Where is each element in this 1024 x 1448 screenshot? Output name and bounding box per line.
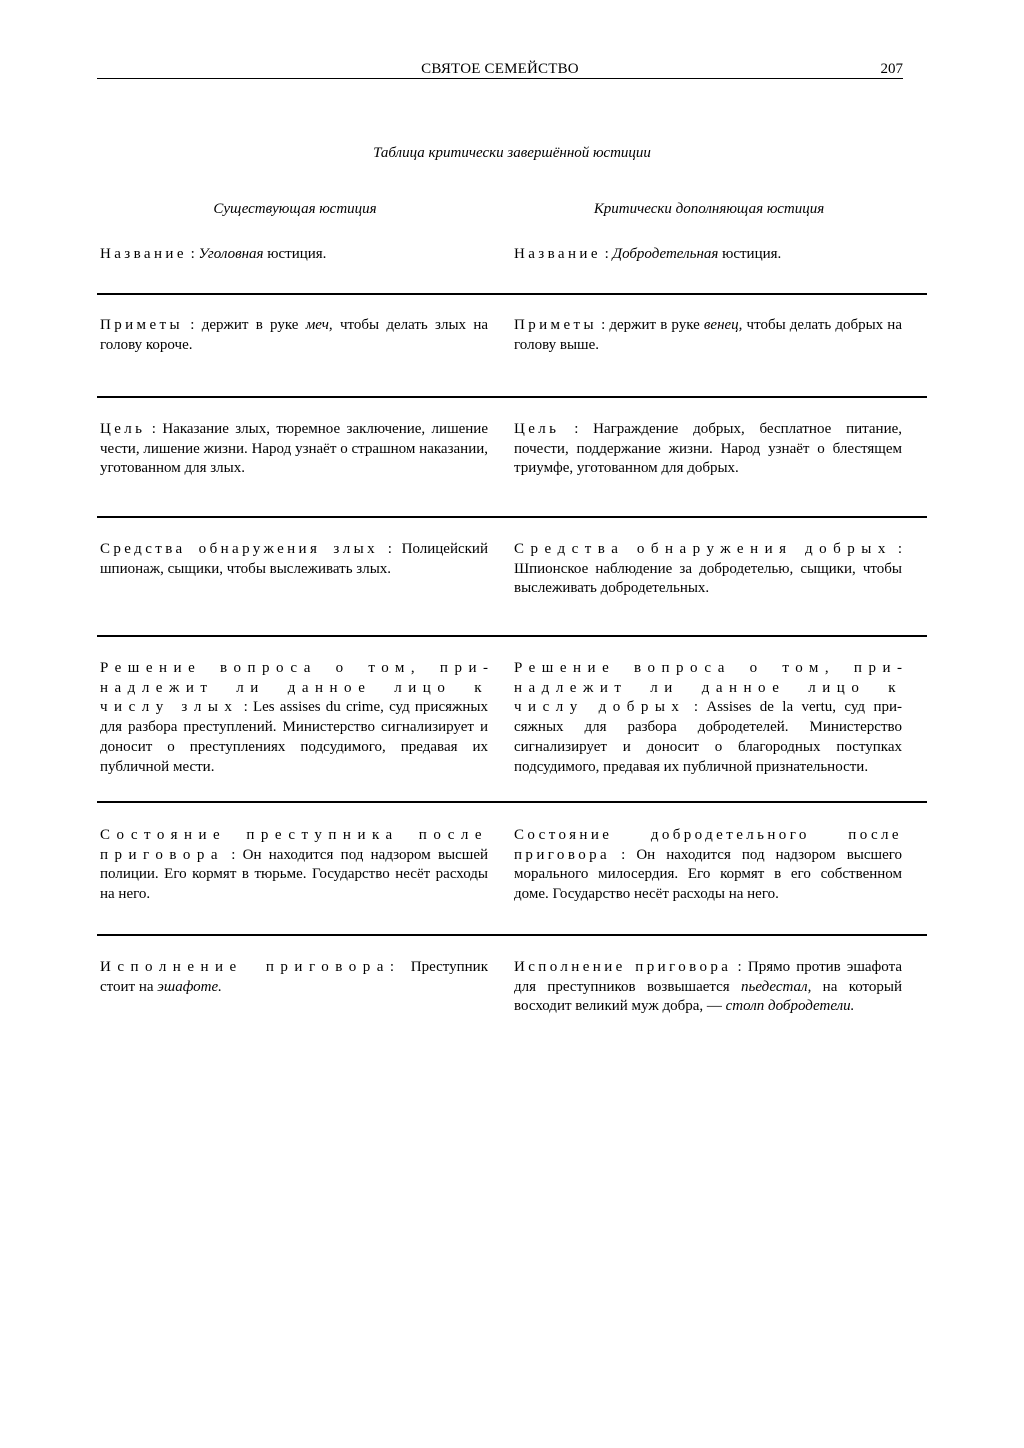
cell-detection-critical: Средства обнаружения добрых : Шпионское наблюдение за добродетелью, сыщики, чтобы выслеживать добродетельных. (514, 541, 902, 597)
column-title-existing: Существующая юстиция (213, 201, 377, 217)
cell-state-existing: Состояние преступника после приговора : Он находится под надзором высшей полиции. Его кормят в тюрьме. Государство несёт расходы на него. (100, 827, 489, 903)
cell-label: Название (514, 246, 601, 262)
cell-label: Решение вопроса о том, принадлежит ли данное лицо к числу добрых (514, 660, 902, 716)
cell-label: Исполнение приговора (100, 959, 390, 975)
cell-name-existing: Название : Уголовная юстиция. (100, 246, 327, 262)
cell-goal-existing: Цель : Наказание злых, тюремное заключение, лишение чести, лишение жизни. Народ узнаёт о страшном наказании, уготованном для злых. (100, 421, 488, 477)
cell-label: Решение вопроса о том, принадлежит ли данное лицо к числу злых (100, 660, 488, 716)
column-title-critical: Критически дополняющая юстиция (593, 201, 825, 217)
cell-state-critical: Состояние добродетельного после приговора : Он находится под надзором высшего морального милосердия. Его кормят в его собственном доме. Государство несёт расходы на него. (514, 827, 902, 903)
row-divider (97, 934, 927, 936)
row-divider (97, 396, 927, 398)
page-number: 207 (880, 61, 903, 77)
cell-label: Состояние преступника после приговора (100, 827, 488, 863)
cell-goal-critical: Цель : Награждение добрых, бесплатное питание, почести, поддержание жизни. Народ узнаёт о блестящем триумфе, уготованном для добрых. (514, 421, 902, 477)
cell-label: Приметы (100, 317, 183, 333)
cell-label: Средства обнаружения злых (100, 541, 378, 557)
cell-signs-critical: Приметы : держит в руке венец, чтобы делать добрых на голову выше. (514, 317, 902, 353)
cell-signs-existing: Приметы : держит в руке меч, чтобы делать злых на голову короче. (100, 317, 489, 353)
running-header (97, 60, 903, 79)
row-divider (97, 516, 927, 518)
cell-label: Средства обнаружения добрых (514, 541, 892, 557)
row-divider (97, 635, 927, 637)
row-divider (97, 293, 927, 295)
cell-decision-existing: Решение вопроса о том, принадлежит ли данное лицо к числу злых : Les assises du crime, суд присяжных для разбора преступлений. Министерство сигнализирует и доносит о преступлениях подсудимого, предавая их публичной мести. (100, 660, 488, 775)
cell-name-critical: Название : Добродетельная юстиция. (514, 246, 782, 262)
cell-detection-existing: Средства обнаружения злых : Полицейский шпионаж, сыщики, чтобы выслеживать злых. (100, 541, 488, 577)
cell-label: Состояние добродетельного после приговора (514, 827, 902, 863)
cell-execution-critical: Исполнение приговора : Прямо против эшафота для преступников возвышается пьедестал, на который восходит великий муж добра, — столп добродетели. (514, 959, 902, 1015)
running-title: СВЯТОЕ СЕМЕЙСТВО (421, 61, 579, 77)
cell-label: Цель (514, 421, 560, 437)
cell-execution-existing: Исполнение приговора: Преступник стоит на эшафоте. (100, 959, 488, 995)
cell-label: Название (100, 246, 187, 262)
row-divider (97, 801, 927, 803)
cell-decision-critical: Решение вопроса о том, принадлежит ли данное лицо к числу добрых : Assises de la vertu, суд присяжных для разбора добродетелей. Министерство сигнализирует и доносит о благородных поступках подсудимого, предавая их публичной признательности. (514, 660, 902, 775)
cell-label: Цель (100, 421, 146, 437)
cell-label: Приметы (514, 317, 597, 333)
cell-label: Исполнение приговора (514, 959, 732, 975)
table-caption: Таблица критически завершённой юстиции (373, 145, 651, 161)
